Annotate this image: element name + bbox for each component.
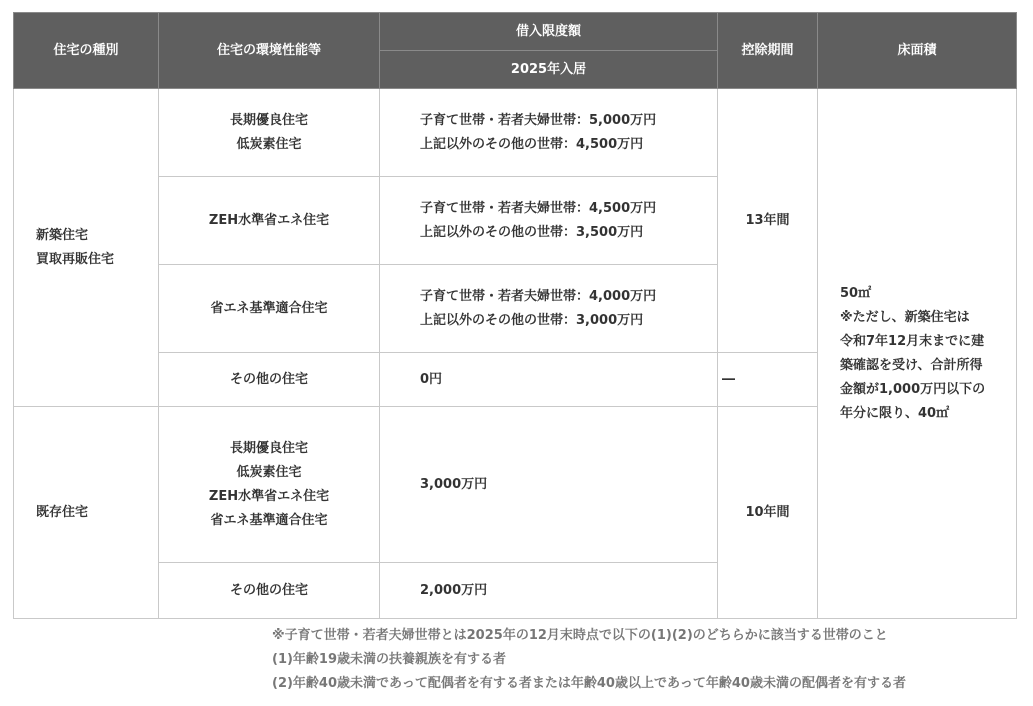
table-row bbox=[14, 89, 1017, 177]
limit-cell: 2,000万円 bbox=[380, 563, 718, 619]
performance-cell: 長期優良住宅 低炭素住宅 ZEH水準省エネ住宅 省エネ基準適合住宅 bbox=[159, 407, 380, 563]
period-cell-existing: 10年間 bbox=[718, 407, 818, 619]
header-borrowing-limit: 借入限度額 bbox=[380, 13, 718, 51]
footnote: (2)年齢40歳未満であって配偶者を有する者または年齢40歳以上であって年齢40歳未満の配偶者を有する者 bbox=[272, 676, 906, 691]
floor-area-cell: 50㎡ ※ただし、新築住宅は 令和7年12月末までに建 築確認を受け、合計所得 金額が1,000万円以下の 年分に限り、40㎡ bbox=[818, 89, 1017, 619]
performance-cell: その他の住宅 bbox=[159, 563, 380, 619]
limit-cell: 子育て世帯・若者夫婦世帯：4,500万円 上記以外のその他の世帯：3,500万円 bbox=[380, 177, 718, 265]
period-cell-new: 13年間 bbox=[718, 89, 818, 353]
housing-type-new: 新築住宅 買取再販住宅 bbox=[14, 89, 159, 407]
header-floor-area: 床面積 bbox=[818, 13, 1017, 89]
limit-cell: 3,000万円 bbox=[380, 407, 718, 563]
header-housing-type: 住宅の種別 bbox=[14, 13, 159, 89]
header-move-in-year: 2025年入居 bbox=[380, 51, 718, 89]
limit-cell: 子育て世帯・若者夫婦世帯：5,000万円 上記以外のその他の世帯：4,500万円 bbox=[380, 89, 718, 177]
header-environmental-performance: 住宅の環境性能等 bbox=[159, 13, 380, 89]
period-cell-other: ― bbox=[718, 353, 818, 407]
performance-cell: 省エネ基準適合住宅 bbox=[159, 265, 380, 353]
performance-cell: その他の住宅 bbox=[159, 353, 380, 407]
header-deduction-period: 控除期間 bbox=[718, 13, 818, 89]
limit-cell: 子育て世帯・若者夫婦世帯：4,000万円 上記以外のその他の世帯：3,000万円 bbox=[380, 265, 718, 353]
limit-cell: 0円 bbox=[380, 353, 718, 407]
performance-cell: ZEH水準省エネ住宅 bbox=[159, 177, 380, 265]
footnote: (1)年齢19歳未満の扶養親族を有する者 bbox=[272, 652, 507, 667]
mortgage-deduction-table bbox=[13, 12, 1017, 619]
performance-cell: 長期優良住宅 低炭素住宅 bbox=[159, 89, 380, 177]
housing-type-existing: 既存住宅 bbox=[14, 407, 159, 619]
footnotes bbox=[272, 624, 906, 696]
footnote: ※子育て世帯・若者夫婦世帯とは2025年の12月末時点で以下の(1)(2)のどちらかに該当する世帯のこと bbox=[272, 628, 888, 643]
header-row bbox=[14, 13, 1017, 51]
